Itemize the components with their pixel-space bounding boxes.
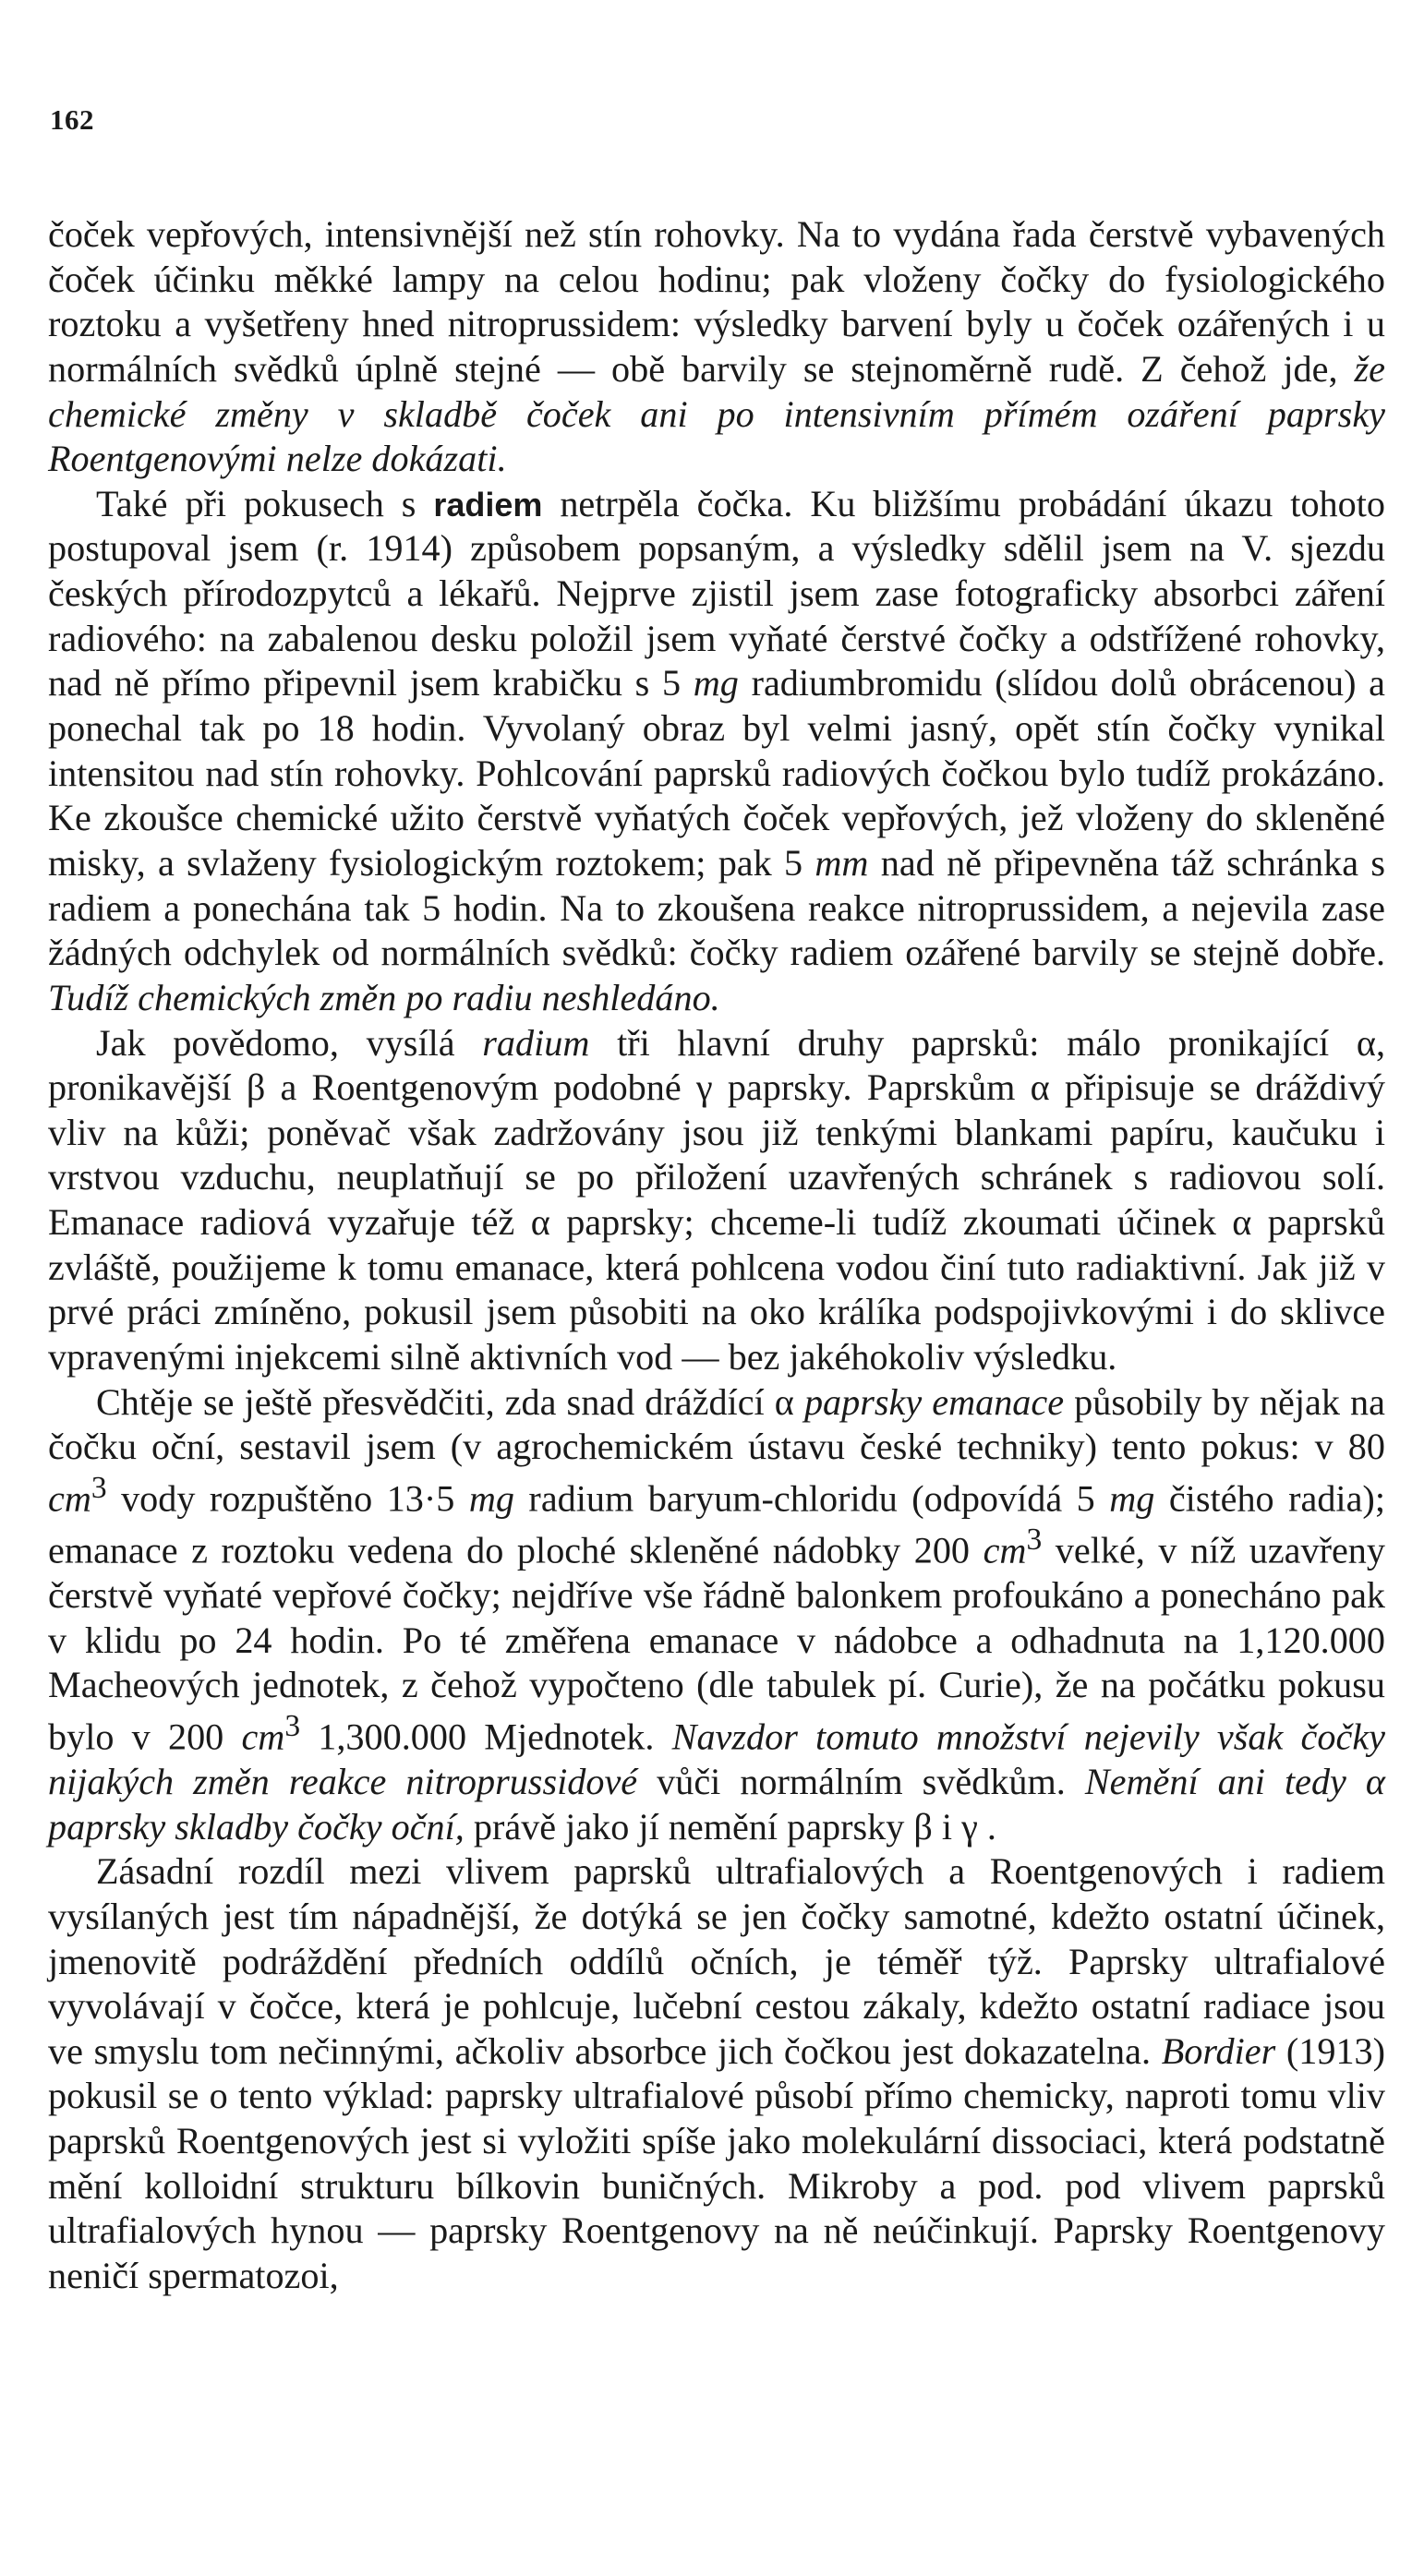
text-run: cm bbox=[241, 1715, 285, 1758]
text-run: 1,300.000 Mjednotek. bbox=[300, 1715, 672, 1758]
text-run: Chtěje se ještě přesvědčiti, zda snad dráždící α bbox=[96, 1380, 804, 1423]
paragraph-3 bbox=[48, 1021, 1385, 1380]
paragraph-1 bbox=[48, 212, 1385, 482]
paragraph-2 bbox=[48, 482, 1385, 1021]
text-run: Nemění ani tedy α paprsky skladby čočky oční, bbox=[48, 1760, 1385, 1848]
text-run: působily by nějak na čočku oční, sestavil jsem (v agrochemickém ústavu české techniky) tento pokus: v 80 bbox=[48, 1380, 1385, 1468]
text-run: radium bbox=[482, 1021, 590, 1064]
text-run: vody rozpuštěno 13·5 bbox=[106, 1477, 469, 1520]
text-run: mg bbox=[693, 662, 739, 704]
text-run: 3 bbox=[91, 1470, 107, 1505]
text-run: Také při pokusech s bbox=[96, 482, 434, 524]
text-run: čoček vepřových, intensivnější než stín rohovky. Na to vydána řada čerstvě vybavených čoček účinku měkké lampy na celou hodinu; pak vloženy čočky do fysiologického roztoku a vyšetřeny hned nitroprussidem: výsledky barvení byly u čoček ozářených i u normálních svědků úplně stejné — obě barvily se stejnoměrně rudě. Z čehož jde, bbox=[48, 213, 1385, 390]
body-text bbox=[48, 212, 1385, 2299]
text-run: Bordier bbox=[1161, 2029, 1276, 2072]
paragraph-4 bbox=[48, 1380, 1385, 1850]
text-run: velké, v níž uzavřeny čerstvě vyňaté vepřové čočky; nejdříve vše řádně balonkem profoukáno a ponecháno pak v klidu po 24 hodin. Po té změřena emanace v nádobce a odhadnuta na 1,120.000 Macheových jednotek, z čehož vypočteno (dle tabulek pí. Curie), že na počátku pokusu bylo v 200 bbox=[48, 1529, 1385, 1758]
text-run: Tudíž chemických změn po radiu neshledáno. bbox=[48, 976, 720, 1018]
text-run: radium baryum-chloridu (odpovídá 5 bbox=[513, 1477, 1110, 1520]
text-run: tři hlavní druhy paprsků: málo pronikající α, pronikavější β a Roentgenovým podobné γ paprsky. Paprskům α připisuje se dráždivý vliv na kůži; poněvač však zadržovány jsou již tenkými blankami papíru, kaučuku i vrstvou vzduchu, neuplatňují se po přiložení uzavřených schránek s radiovou solí. Emanace radiová vyzařuje též α paprsky; chceme-li tudíž zkoumati účinek α paprsků zvláště, použijeme k tomu emanace, která pohlcena vodou činí tuto radiaktivní. Jak již v prvé práci zmíněno, pokusil jsem působiti na oko králíka podspojivkovými i do sklivce vpravenými injekcemi silně aktivních vod — bez jakéhokoliv výsledku. bbox=[48, 1021, 1385, 1378]
text-run: nad ně připevněna táž schránka s radiem a ponechána tak 5 hodin. Na to zkoušena reakce nitroprussidem, a nejevila zase žádných odchylek od normálních svědků: čočky radiem ozářené barvily se stejně dobře. bbox=[48, 841, 1385, 974]
text-run: cm bbox=[48, 1477, 91, 1520]
text-run: Jak povědomo, vysílá bbox=[96, 1021, 483, 1064]
text-run: Zásadní rozdíl mezi vlivem paprsků ultrafialových a Roentgenových i radiem vysílaných jest tím nápadnější, že dotýká se jen čočky samotné, kdežto ostatní účinek, jmenovitě podráždění předních oddílů očních, je téměř týž. Paprsky ultrafialové vyvolávají v čočce, která je pohlcuje, lučební cestou zákaly, kdežto ostatní radiace jsou ve smyslu tom nečinnými, ačkoliv absorbce jich čočkou jest dokazatelna. bbox=[48, 1850, 1385, 2072]
text-run: Navzdor tomuto množství nejevily však čočky nijakých změn reakce nitroprussidové bbox=[48, 1715, 1385, 1802]
text-run: mg bbox=[1109, 1477, 1155, 1520]
text-run: 3 bbox=[284, 1708, 301, 1743]
text-run: mm bbox=[815, 841, 869, 884]
text-run: radiem bbox=[433, 485, 543, 524]
text-run: právě jako jí nemění paprsky β i γ . bbox=[464, 1805, 996, 1848]
text-run: vůči normálním svědkům. bbox=[637, 1760, 1085, 1802]
text-run: netrpěla čočka. Ku bližšímu probádání úkazu tohoto postupoval jsem (r. 1914) způsobem popsaným, a výsledky sdělil jsem na V. sjezdu českých přírodozpytců a lékařů. Nejprve zjistil jsem zase fotograficky absorbci záření radiového: na zabalenou desku položil jsem vyňaté čerstvé čočky a odstřížené rohovky, nad ně přímo připevnil jsem krabičku s 5 bbox=[48, 482, 1385, 704]
text-run: mg bbox=[468, 1477, 514, 1520]
text-run: paprsky emanace bbox=[803, 1380, 1065, 1423]
text-run: že chemické změny v skladbě čoček ani po intensivním přímém ozáření paprsky Roentgenovými nelze dokázati. bbox=[48, 347, 1385, 480]
paragraph-5 bbox=[48, 1849, 1385, 2298]
text-run: 3 bbox=[1026, 1522, 1043, 1557]
page-number: 162 bbox=[50, 103, 94, 136]
text-run: (1913) pokusil se o tento výklad: paprsky ultrafialové působí přímo chemicky, naproti tomu vliv paprsků Roentgenových jest si vyložiti spíše jako molekulární dissociaci, která podstatně mění kolloidní strukturu bílkovin buničných. Mikroby a pod. pod vlivem paprsků ultrafialových hynou — paprsky Roentgenovy na ně neúčinkují. Paprsky Roentgenovy neničí spermatozoi, bbox=[48, 2029, 1386, 2296]
text-run: čistého radia); emanace z roztoku vedena do ploché skleněné nádobky 200 bbox=[48, 1477, 1385, 1571]
text-run: cm bbox=[983, 1529, 1027, 1571]
text-run: radiumbromidu (slídou dolů obrácenou) a ponechal tak po 18 hodin. Vyvolaný obraz byl velmi jasný, opět stín čočky vynikal intensitou nad stín rohovky. Pohlcování paprsků radiových čočkou bylo tudíž prokázáno. Ke zkoušce chemické užito čerstvě vyňatých čoček vepřových, jež vloženy do skleněné misky, a svlaženy fysiologickým roztokem; pak 5 bbox=[48, 662, 1385, 884]
